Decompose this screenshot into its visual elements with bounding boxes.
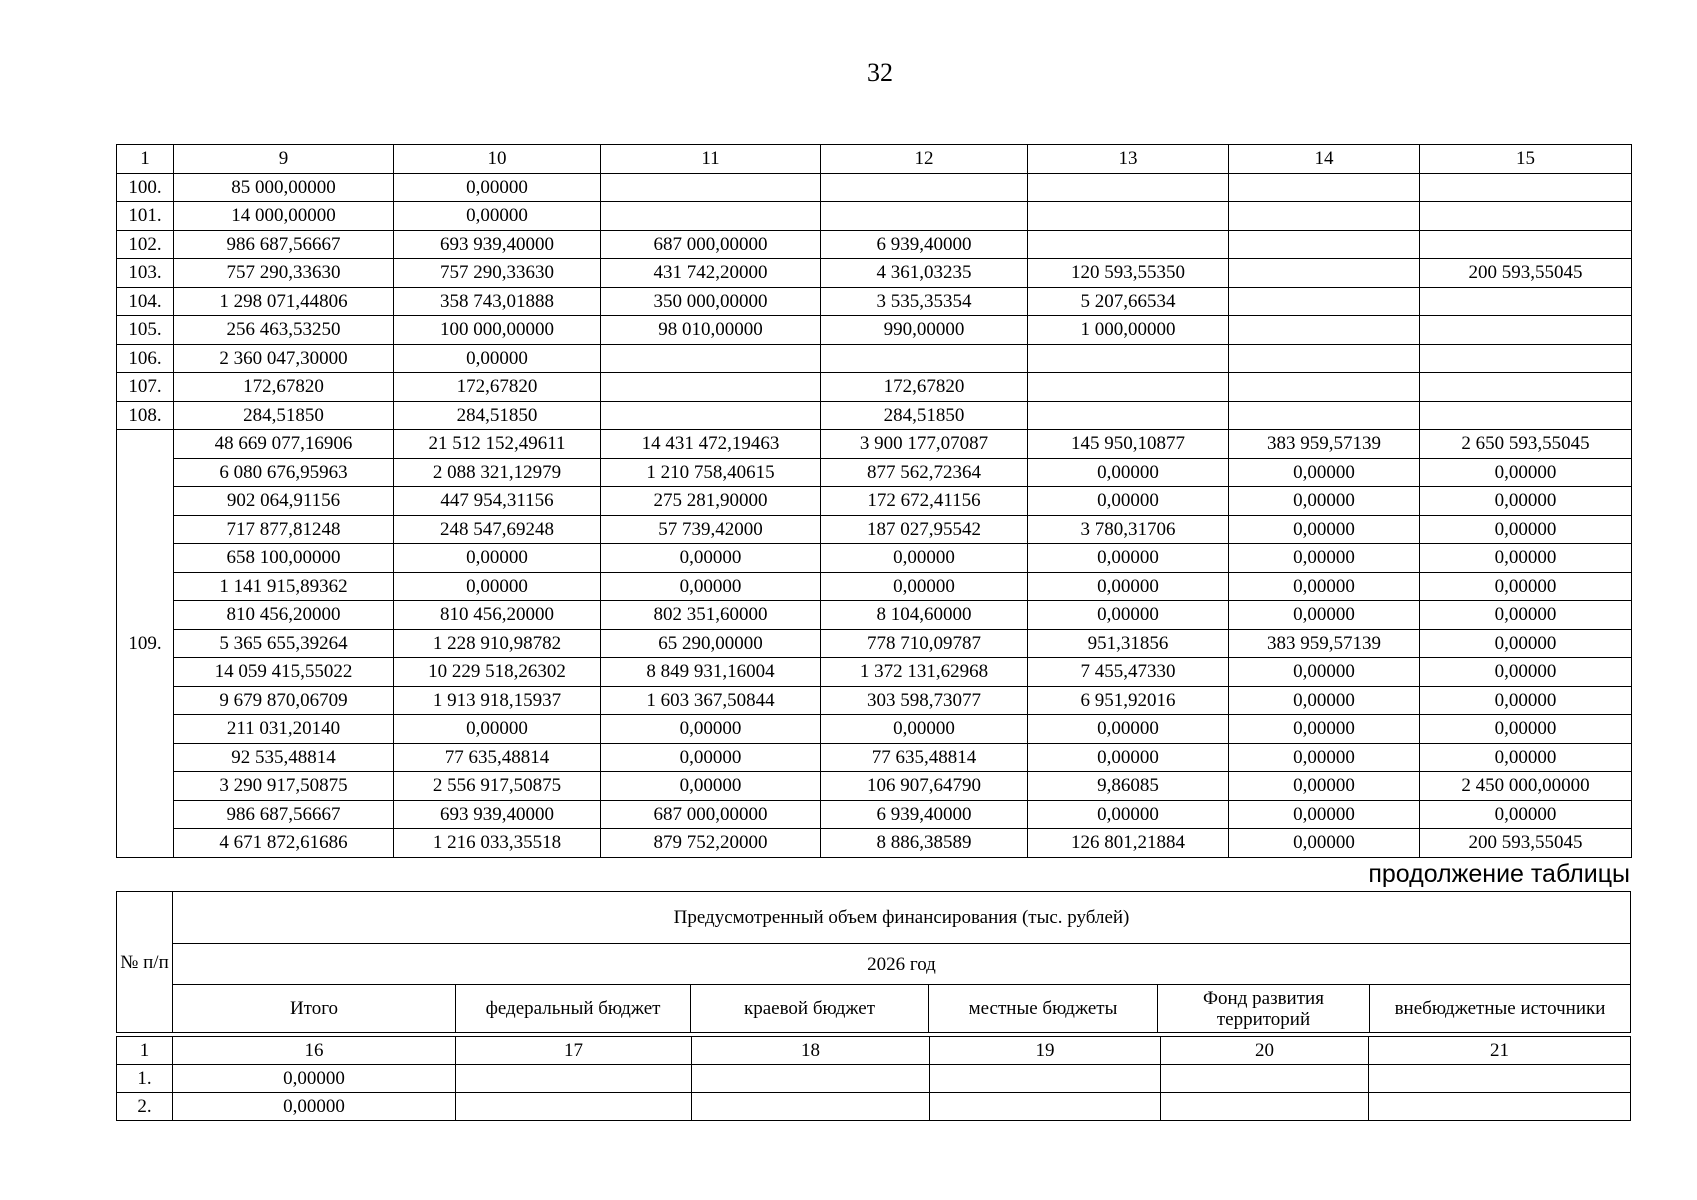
- table-cell: 0,00000: [1229, 601, 1420, 630]
- table-cell: [1028, 373, 1229, 402]
- table-cell: [601, 173, 821, 202]
- table-cell: 0,00000: [821, 572, 1028, 601]
- table-row: [117, 259, 1632, 288]
- table-cell: [821, 344, 1028, 373]
- table-cell: 8 886,38589: [821, 829, 1028, 858]
- table-cell: 693 939,40000: [394, 230, 601, 259]
- table-cell: 200 593,55045: [1420, 259, 1632, 288]
- table-cell: 877 562,72364: [821, 458, 1028, 487]
- table-cell: 3 900 177,07087: [821, 430, 1028, 459]
- table-cell: 0,00000: [1229, 715, 1420, 744]
- column-number: 13: [1028, 145, 1229, 174]
- table-cell: [1369, 1065, 1631, 1093]
- table-row: [117, 800, 1632, 829]
- table-cell: 65 290,00000: [601, 629, 821, 658]
- table-cell: 0,00000: [1229, 544, 1420, 573]
- table-row: [117, 230, 1632, 259]
- table-row: [117, 715, 1632, 744]
- table-cell: 810 456,20000: [174, 601, 394, 630]
- table-cell: 5 207,66534: [1028, 287, 1229, 316]
- table-cell: 0,00000: [173, 1065, 456, 1093]
- table-cell: 1 603 367,50844: [601, 686, 821, 715]
- table-cell: 1 228 910,98782: [394, 629, 601, 658]
- table-cell: 0,00000: [1229, 772, 1420, 801]
- table-cell: 0,00000: [821, 544, 1028, 573]
- table-cell: 2 088 321,12979: [394, 458, 601, 487]
- table-cell: 77 635,48814: [821, 743, 1028, 772]
- table-row: [117, 544, 1632, 573]
- table-cell: 986 687,56667: [174, 800, 394, 829]
- table-cell: 85 000,00000: [174, 173, 394, 202]
- table-cell: 0,00000: [1420, 800, 1632, 829]
- table-cell: 284,51850: [821, 401, 1028, 430]
- row-number: 100.: [117, 173, 174, 202]
- table-cell: 6 939,40000: [821, 230, 1028, 259]
- table-cell: [1161, 1065, 1369, 1093]
- column-number: 12: [821, 145, 1028, 174]
- table-cell: 951,31856: [1028, 629, 1229, 658]
- table-row: [117, 1093, 1631, 1121]
- table-cell: 6 080 676,95963: [174, 458, 394, 487]
- table-cell: 248 547,69248: [394, 515, 601, 544]
- financing-volume-header: Предусмотренный объем финансирования (тыс. рублей): [173, 892, 1631, 944]
- table-cell: 0,00000: [1028, 572, 1229, 601]
- table-cell: 303 598,73077: [821, 686, 1028, 715]
- table-cell: 2 360 047,30000: [174, 344, 394, 373]
- table-cell: [1229, 316, 1420, 345]
- budget-table-body: [117, 145, 1632, 858]
- financing-header-table: [116, 891, 1631, 1033]
- table-cell: 0,00000: [1420, 629, 1632, 658]
- table-cell: [1028, 401, 1229, 430]
- table-cell: 1 298 071,44806: [174, 287, 394, 316]
- table-cell: [1229, 259, 1420, 288]
- table-cell: 0,00000: [601, 743, 821, 772]
- table-cell: [930, 1065, 1161, 1093]
- table-cell: 1 210 758,40615: [601, 458, 821, 487]
- table-cell: 0,00000: [394, 202, 601, 231]
- table-cell: 172 672,41156: [821, 487, 1028, 516]
- table-cell: [1420, 230, 1632, 259]
- table-cell: 145 950,10877: [1028, 430, 1229, 459]
- table-cell: 0,00000: [1420, 487, 1632, 516]
- table-cell: 2 650 593,55045: [1420, 430, 1632, 459]
- table-cell: 0,00000: [173, 1093, 456, 1121]
- table-cell: [601, 373, 821, 402]
- row-number: 101.: [117, 202, 174, 231]
- table-row: [117, 430, 1632, 459]
- table-cell: 1 000,00000: [1028, 316, 1229, 345]
- table-cell: 0,00000: [1420, 658, 1632, 687]
- column-number: 20: [1161, 1037, 1369, 1065]
- table-cell: 0,00000: [394, 572, 601, 601]
- table-cell: 717 877,81248: [174, 515, 394, 544]
- table-row: [117, 344, 1632, 373]
- table-cell: 879 752,20000: [601, 829, 821, 858]
- table-cell: 21 512 152,49611: [394, 430, 601, 459]
- row-number: 108.: [117, 401, 174, 430]
- table-cell: 0,00000: [1420, 572, 1632, 601]
- table-cell: 447 954,31156: [394, 487, 601, 516]
- table-cell: 2 450 000,00000: [1420, 772, 1632, 801]
- table-cell: [821, 173, 1028, 202]
- table-cell: [1028, 344, 1229, 373]
- table-cell: 172,67820: [174, 373, 394, 402]
- table-cell: 3 780,31706: [1028, 515, 1229, 544]
- row-number: 2.: [117, 1093, 173, 1121]
- table-cell: 358 743,01888: [394, 287, 601, 316]
- table-cell: 14 059 415,55022: [174, 658, 394, 687]
- table-cell: 687 000,00000: [601, 230, 821, 259]
- table-cell: [1229, 401, 1420, 430]
- table-cell: [1229, 202, 1420, 231]
- table-cell: 687 000,00000: [601, 800, 821, 829]
- table-row: [117, 287, 1632, 316]
- table-cell: 5 365 655,39264: [174, 629, 394, 658]
- table-cell: 172,67820: [394, 373, 601, 402]
- table-row: [117, 572, 1632, 601]
- budget-table-2026: [116, 1036, 1631, 1121]
- table-cell: 126 801,21884: [1028, 829, 1229, 858]
- table-cell: 8 849 931,16004: [601, 658, 821, 687]
- column-header-extrabudgetary: внебюджетные источники: [1370, 985, 1631, 1033]
- column-number: 17: [456, 1037, 692, 1065]
- column-header-local-budgets: местные бюджеты: [929, 985, 1158, 1033]
- row-number-header: № п/п: [117, 892, 173, 1033]
- table-cell: [1420, 401, 1632, 430]
- column-header-federal-budget: федеральный бюджет: [456, 985, 691, 1033]
- table-cell: 0,00000: [1028, 487, 1229, 516]
- table-cell: 3 535,35354: [821, 287, 1028, 316]
- table-cell: 7 455,47330: [1028, 658, 1229, 687]
- table-cell: 0,00000: [601, 715, 821, 744]
- table-cell: 0,00000: [1229, 515, 1420, 544]
- column-number: 11: [601, 145, 821, 174]
- table-cell: 0,00000: [1229, 686, 1420, 715]
- table-cell: 0,00000: [1229, 487, 1420, 516]
- row-number: 107.: [117, 373, 174, 402]
- table-cell: [1229, 373, 1420, 402]
- column-number-row: [117, 1037, 1631, 1065]
- table-cell: 757 290,33630: [394, 259, 601, 288]
- table-cell: 0,00000: [1229, 829, 1420, 858]
- table-cell: 383 959,57139: [1229, 629, 1420, 658]
- column-number-row: [117, 145, 1632, 174]
- table-row: [117, 686, 1632, 715]
- row-number: 103.: [117, 259, 174, 288]
- table-cell: 172,67820: [821, 373, 1028, 402]
- table-cell: [692, 1065, 930, 1093]
- table-cell: 187 027,95542: [821, 515, 1028, 544]
- column-number: 1: [117, 145, 174, 174]
- table-cell: 1 372 131,62968: [821, 658, 1028, 687]
- table-cell: 802 351,60000: [601, 601, 821, 630]
- row-number: 106.: [117, 344, 174, 373]
- table-cell: [1420, 202, 1632, 231]
- table-cell: 211 031,20140: [174, 715, 394, 744]
- row-number: 102.: [117, 230, 174, 259]
- table-cell: 0,00000: [1028, 715, 1229, 744]
- table-cell: [1420, 344, 1632, 373]
- row-number: 105.: [117, 316, 174, 345]
- table-cell: 0,00000: [1420, 686, 1632, 715]
- table-cell: [1420, 173, 1632, 202]
- table-cell: 383 959,57139: [1229, 430, 1420, 459]
- table-row: [117, 202, 1632, 231]
- table-cell: 986 687,56667: [174, 230, 394, 259]
- table-row: [117, 373, 1632, 402]
- table-cell: 9,86085: [1028, 772, 1229, 801]
- table-cell: [601, 202, 821, 231]
- table-cell: 284,51850: [394, 401, 601, 430]
- table-cell: 77 635,48814: [394, 743, 601, 772]
- table-cell: 10 229 518,26302: [394, 658, 601, 687]
- table-row: [117, 772, 1632, 801]
- table-cell: 14 431 472,19463: [601, 430, 821, 459]
- column-header-territory-fund: Фонд развития территорий: [1158, 985, 1370, 1033]
- table-cell: 431 742,20000: [601, 259, 821, 288]
- table-cell: 0,00000: [1229, 458, 1420, 487]
- table-cell: [1028, 202, 1229, 231]
- table-row: [117, 173, 1632, 202]
- table-cell: 0,00000: [1229, 572, 1420, 601]
- table-cell: 1 913 918,15937: [394, 686, 601, 715]
- table-cell: 0,00000: [1028, 800, 1229, 829]
- row-number: 1.: [117, 1065, 173, 1093]
- table-cell: 1 141 915,89362: [174, 572, 394, 601]
- table-cell: 6 951,92016: [1028, 686, 1229, 715]
- column-number: 21: [1369, 1037, 1631, 1065]
- table-cell: 14 000,00000: [174, 202, 394, 231]
- table-cell: 57 739,42000: [601, 515, 821, 544]
- table-cell: 810 456,20000: [394, 601, 601, 630]
- column-number: 16: [173, 1037, 456, 1065]
- table-cell: 757 290,33630: [174, 259, 394, 288]
- table-cell: [1028, 230, 1229, 259]
- table-cell: 98 010,00000: [601, 316, 821, 345]
- column-header-regional-budget: краевой бюджет: [691, 985, 929, 1033]
- table-cell: 0,00000: [1420, 544, 1632, 573]
- table-row: [117, 515, 1632, 544]
- table-cell: 0,00000: [1229, 743, 1420, 772]
- row-number: 104.: [117, 287, 174, 316]
- table-cell: 275 281,90000: [601, 487, 821, 516]
- table-cell: [821, 202, 1028, 231]
- table-cell: 0,00000: [1028, 743, 1229, 772]
- table-cell: [930, 1093, 1161, 1121]
- table-cell: 990,00000: [821, 316, 1028, 345]
- column-number: 19: [930, 1037, 1161, 1065]
- table-cell: [601, 344, 821, 373]
- table-cell: 0,00000: [1420, 458, 1632, 487]
- table-cell: [456, 1093, 692, 1121]
- table-cell: 0,00000: [394, 344, 601, 373]
- table-cell: 0,00000: [1420, 515, 1632, 544]
- table-cell: 9 679 870,06709: [174, 686, 394, 715]
- table-cell: 284,51850: [174, 401, 394, 430]
- table-cell: 0,00000: [601, 544, 821, 573]
- table-row: [117, 601, 1632, 630]
- table-cell: 2 556 917,50875: [394, 772, 601, 801]
- table-row: [117, 829, 1632, 858]
- table-cell: [1229, 230, 1420, 259]
- table-cell: [1161, 1093, 1369, 1121]
- table-row: [117, 743, 1632, 772]
- table-cell: [1028, 173, 1229, 202]
- table-cell: 0,00000: [1028, 458, 1229, 487]
- column-number: 14: [1229, 145, 1420, 174]
- year-header: 2026 год: [173, 944, 1631, 985]
- table-cell: 0,00000: [821, 715, 1028, 744]
- table-row: [117, 316, 1632, 345]
- table-row: [117, 1065, 1631, 1093]
- table-row: [117, 629, 1632, 658]
- table-cell: [692, 1093, 930, 1121]
- continuation-label: продолжение таблицы: [1368, 860, 1630, 888]
- table-cell: [1420, 316, 1632, 345]
- table-cell: [601, 401, 821, 430]
- table-cell: 200 593,55045: [1420, 829, 1632, 858]
- table-cell: 3 290 917,50875: [174, 772, 394, 801]
- table-cell: 0,00000: [394, 173, 601, 202]
- table-cell: [1229, 344, 1420, 373]
- table-cell: [456, 1065, 692, 1093]
- table-cell: 902 064,91156: [174, 487, 394, 516]
- page-number: 32: [867, 58, 893, 87]
- table-cell: 4 671 872,61686: [174, 829, 394, 858]
- table-cell: 0,00000: [601, 772, 821, 801]
- table-cell: 0,00000: [1420, 601, 1632, 630]
- table-cell: 778 710,09787: [821, 629, 1028, 658]
- table-cell: 0,00000: [1028, 544, 1229, 573]
- table-cell: 8 104,60000: [821, 601, 1028, 630]
- column-number: 9: [174, 145, 394, 174]
- table-cell: [1229, 173, 1420, 202]
- table-cell: 0,00000: [1420, 715, 1632, 744]
- table-row: [117, 487, 1632, 516]
- table-cell: [1420, 373, 1632, 402]
- row-number: 109.: [117, 430, 174, 858]
- column-number: 18: [692, 1037, 930, 1065]
- table-cell: 256 463,53250: [174, 316, 394, 345]
- table-row: [117, 458, 1632, 487]
- budget-table-continued: [116, 144, 1632, 858]
- table-cell: 6 939,40000: [821, 800, 1028, 829]
- table-cell: 0,00000: [1229, 800, 1420, 829]
- table-cell: 0,00000: [1028, 601, 1229, 630]
- budget-table-2026-body: [117, 1037, 1631, 1121]
- table-cell: 92 535,48814: [174, 743, 394, 772]
- table-cell: 100 000,00000: [394, 316, 601, 345]
- table-cell: [1229, 287, 1420, 316]
- column-number: 1: [117, 1037, 173, 1065]
- column-number: 15: [1420, 145, 1632, 174]
- column-header-total: Итого: [173, 985, 456, 1033]
- table-cell: 4 361,03235: [821, 259, 1028, 288]
- column-number: 10: [394, 145, 601, 174]
- table-cell: [1369, 1093, 1631, 1121]
- table-cell: 350 000,00000: [601, 287, 821, 316]
- table-cell: 120 593,55350: [1028, 259, 1229, 288]
- table-cell: 658 100,00000: [174, 544, 394, 573]
- table-cell: 0,00000: [601, 572, 821, 601]
- table-row: [117, 658, 1632, 687]
- table-cell: 1 216 033,35518: [394, 829, 601, 858]
- table-cell: 0,00000: [394, 715, 601, 744]
- table-cell: 0,00000: [1420, 743, 1632, 772]
- table-cell: 48 669 077,16906: [174, 430, 394, 459]
- table-cell: 0,00000: [394, 544, 601, 573]
- table-cell: 0,00000: [1229, 658, 1420, 687]
- table-row: [117, 401, 1632, 430]
- table-cell: 106 907,64790: [821, 772, 1028, 801]
- table-cell: [1420, 287, 1632, 316]
- table-cell: 693 939,40000: [394, 800, 601, 829]
